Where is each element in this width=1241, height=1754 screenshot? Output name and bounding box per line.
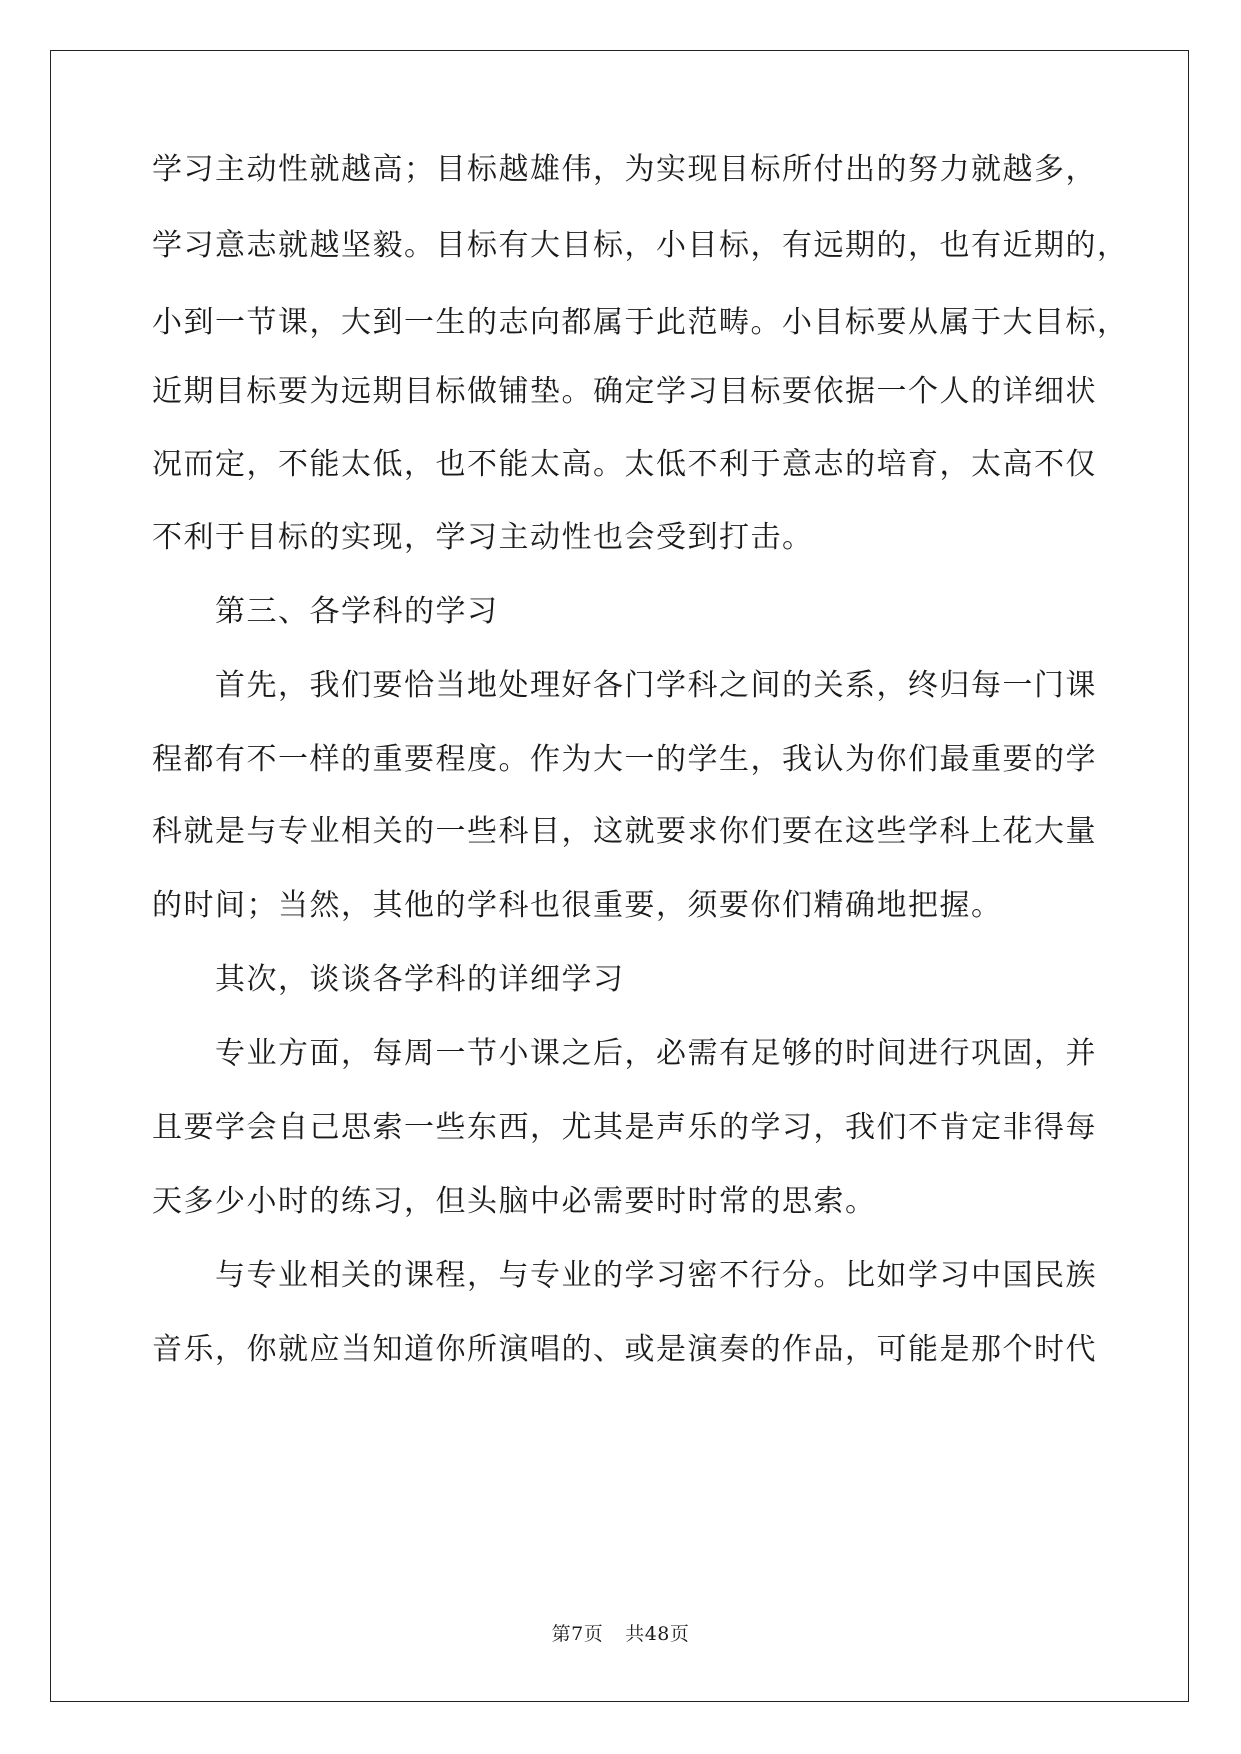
page-number: 第7页 [551,1623,604,1645]
body-line: 的时间；当然，其他的学科也很重要，须要你们精确地把握。 [152,888,1003,923]
body-line: 小到一节课，大到一生的志向都属于此范畴。小目标要从属于大目标， [152,305,1129,340]
page-footer [0,1622,1241,1646]
page-border [50,50,1189,1702]
body-line: 学习意志就越坚毅。目标有大目标，小目标，有远期的，也有近期的， [152,228,1129,263]
body-line: 专业方面，每周一节小课之后，必需有足够的时间进行巩固，并 [215,1036,1097,1071]
body-line: 与专业相关的课程，与专业的学习密不行分。比如学习中国民族 [215,1258,1097,1293]
body-line: 科就是与专业相关的一些科目，这就要求你们要在这些学科上花大量 [152,814,1097,849]
body-line: 况而定，不能太低，也不能太高。太低不利于意志的培育，太高不仅 [152,447,1097,482]
body-line: 程都有不一样的重要程度。作为大一的学生，我认为你们最重要的学 [152,742,1097,777]
body-line: 天多少小时的练习，但头脑中必需要时时常的思索。 [152,1184,877,1219]
body-line: 且要学会自己思索一些东西，尤其是声乐的学习，我们不肯定非得每 [152,1110,1097,1145]
body-line: 近期目标要为远期目标做铺垫。确定学习目标要依据一个人的详细状 [152,374,1097,409]
body-line: 学习主动性就越高；目标越雄伟，为实现目标所付出的努力就越多， [152,152,1097,187]
section-heading: 其次，谈谈各学科的详细学习 [215,962,625,997]
section-heading: 第三、各学科的学习 [215,594,499,629]
body-line: 音乐，你就应当知道你所演唱的、或是演奏的作品，可能是那个时代 [152,1332,1097,1367]
page-total: 共48页 [625,1623,690,1645]
body-line: 首先，我们要恰当地处理好各门学科之间的关系，终归每一门课 [215,668,1097,703]
body-line: 不利于目标的实现，学习主动性也会受到打击。 [152,520,814,555]
